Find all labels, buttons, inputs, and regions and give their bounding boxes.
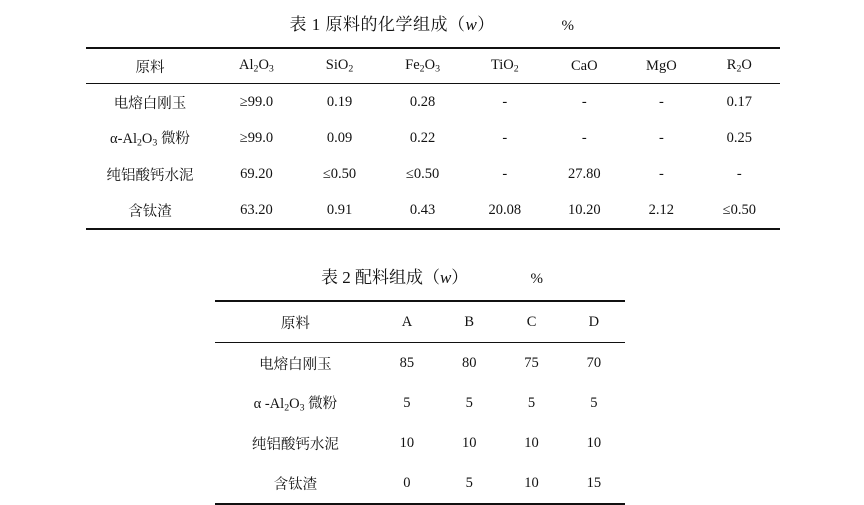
table2-row2-label: 纯铝酸钙水泥 [251, 436, 339, 453]
table1-header-cell-5: CaO [545, 48, 625, 84]
table1-row2-cell-0: 69.20 [240, 165, 273, 182]
table1-row2-cell-6: - [736, 165, 742, 182]
table1-row0-cell-5: - [624, 84, 699, 121]
table1-caption-text: 表 1 原料的化学组成（w） [289, 15, 495, 34]
table2-row1-cell-0: 5 [403, 394, 411, 411]
table1-row3-label: 含钛渣 [86, 192, 214, 229]
table1-row1-cell-3: - [502, 129, 508, 146]
chemical-composition-table [86, 47, 780, 230]
table1-row0-label: 电熔白刚玉 [86, 84, 214, 121]
table2-caption [0, 263, 864, 288]
table2-header-cell-3: C [500, 301, 562, 343]
table2-caption-text: 表 2 配料组成（w） [320, 268, 469, 287]
table1-row3-cell-0: 63.20 [214, 192, 299, 229]
table2-row1-cell-1: 5 [465, 394, 473, 411]
table-row [86, 156, 780, 192]
table-row [215, 383, 625, 423]
table1-header-cell-1: $Al_2O_3$ [214, 48, 299, 84]
table1-row2-cell-4: 27.80 [567, 165, 601, 182]
table-row [86, 120, 780, 156]
table2-row1-cell-2: 5 [527, 394, 536, 411]
table2-row0-cell-2: 75 [500, 343, 562, 384]
table2-row0-cell-0: 85 [376, 343, 438, 384]
table2-header-row [215, 301, 625, 343]
table2-caption-unit: % [530, 271, 544, 287]
table1-row1-label: $\alpha-Al_2O_3$ 微粉 [110, 131, 190, 149]
table-row [215, 463, 625, 504]
table1-row3-cell-4: 10.20 [545, 192, 625, 229]
table2-header-cell-4: D [563, 301, 625, 343]
table2-header-cell-0: 原料 [215, 301, 376, 343]
table1-row3-cell-5: 2.12 [624, 192, 699, 229]
table1-header-cell-7: $R_2O$ [699, 48, 780, 84]
table1-row2-cell-1: ≤0.50 [322, 165, 357, 182]
table2-row0-cell-1: 80 [438, 343, 500, 384]
table2-row3-label: 含钛渣 [215, 463, 376, 504]
table1-row2-label: 纯铝酸钙水泥 [106, 167, 194, 184]
table1-row3-cell-3: 20.08 [465, 192, 545, 229]
table1-row0-cell-0: ≥99.0 [214, 84, 299, 121]
table2-row2-cell-2: 10 [524, 434, 539, 451]
table1-header-cell-3: $Fe_2O_3$ [380, 48, 465, 84]
table-row [215, 343, 625, 384]
table1-row3-cell-6: ≤0.50 [699, 192, 780, 229]
table2-header-cell-2: B [438, 301, 500, 343]
table2-row1-cell-3: 5 [590, 394, 598, 411]
table1-caption-unit: % [561, 18, 575, 34]
table1-row1-cell-1: 0.09 [326, 129, 353, 146]
table1-row3-cell-1: 0.91 [299, 192, 380, 229]
table-row [86, 84, 780, 121]
table1-header-cell-2: SiO$_2$ [299, 48, 380, 84]
table2-row2-cell-3: 10 [586, 434, 602, 451]
table1-row0-cell-1: 0.19 [299, 84, 380, 121]
table1-header-row [86, 48, 780, 84]
table1-header-cell-6: MgO [624, 48, 699, 84]
table2-row2-cell-0: 10 [399, 434, 415, 451]
table1-row3-cell-2: 0.43 [380, 192, 465, 229]
table2-row1-label: α $-Al_2O_3$ 微粉 [253, 396, 338, 414]
table1-row1-cell-2: 0.22 [409, 129, 436, 146]
table1-row1-cell-4: - [581, 129, 587, 146]
table1-row2-cell-5: - [658, 165, 664, 182]
table1-row1-cell-0: ≥99.0 [239, 129, 274, 146]
batch-composition-table [215, 300, 625, 505]
table1-row1-cell-6: 0.25 [726, 129, 753, 146]
table1-row0-cell-6: 0.17 [699, 84, 780, 121]
table1-row0-cell-2: 0.28 [380, 84, 465, 121]
table1-row0-cell-4: - [545, 84, 625, 121]
table1-caption [0, 10, 864, 35]
table1-row0-cell-3: - [465, 84, 545, 121]
table1-row2-cell-3: - [502, 165, 508, 182]
table1-header-cell-0: 原料 [86, 48, 214, 84]
table-row [215, 423, 625, 463]
table2-row3-cell-3: 15 [563, 463, 625, 504]
table2-row3-cell-1: 5 [438, 463, 500, 504]
table1-row1-cell-5: - [658, 129, 664, 146]
table-row [86, 192, 780, 229]
table2-row3-cell-2: 10 [500, 463, 562, 504]
table2-row3-cell-0: 0 [376, 463, 438, 504]
table2-row0-label: 电熔白刚玉 [215, 343, 376, 384]
table2-row2-cell-1: 10 [461, 434, 477, 451]
table2-header-cell-1: A [376, 301, 438, 343]
table2-row0-cell-3: 70 [563, 343, 625, 384]
table1-header-cell-4: TiO$_2$ [465, 48, 545, 84]
table1-row2-cell-2: ≤0.50 [405, 165, 440, 182]
